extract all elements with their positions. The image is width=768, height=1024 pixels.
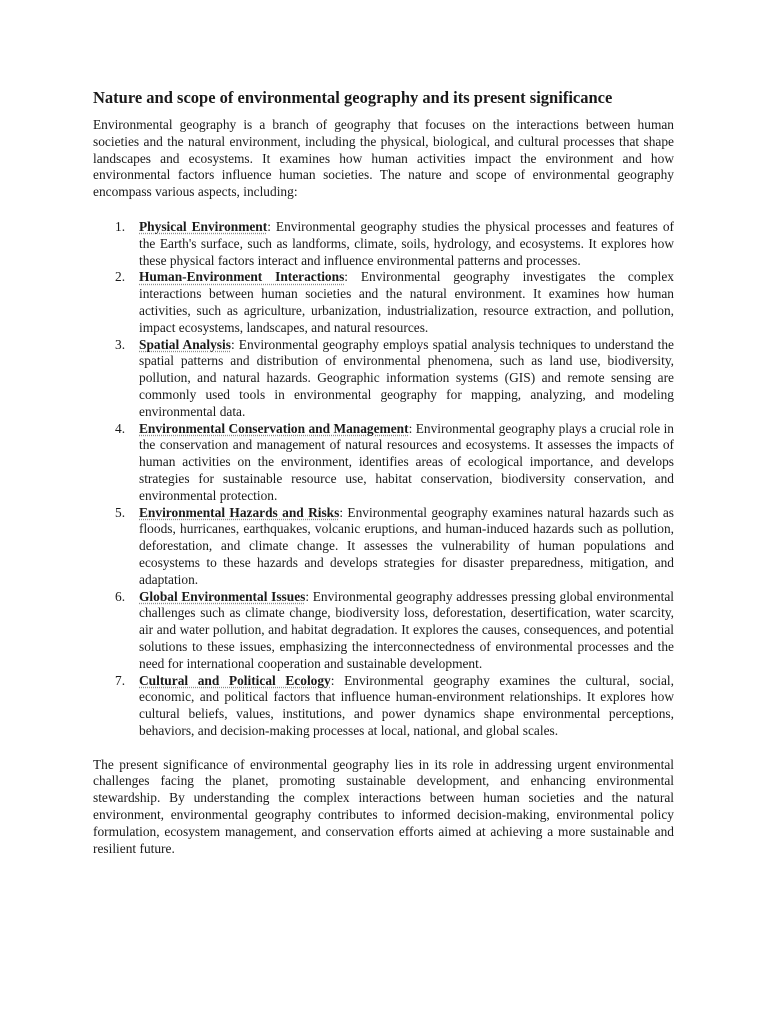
list-item-text: : Environmental geography examines the cultural, social, economic, and political factors that influence human-environment relationships. It explores how cultural beliefs, values, institutions, and power dynamics shape environmental perceptions, behaviors, and decision-making processes at local, national, and global scales. <box>139 672 674 738</box>
document-page <box>93 88 674 857</box>
list-item-text: : Environmental geography plays a crucial role in the conservation and management of natural resources and ecosystems. It assesses the impacts of human activities on the environment, identifies areas of ecological importance, and develops strategies for sustainable resource use, habitat conservation, biodiversity conservation, and environmental protection. <box>139 420 675 503</box>
list-item-number: 6. <box>115 588 126 604</box>
list-item-term: Cultural and Political Ecology <box>139 672 331 688</box>
list-item-term: Spatial Analysis <box>139 336 231 352</box>
list-item-number: 3. <box>115 336 126 352</box>
page-title: Nature and scope of environmental geography and its present significance <box>93 88 613 107</box>
list-item <box>93 505 674 589</box>
list-item-number: 7. <box>115 672 126 688</box>
list-item-number: 2. <box>115 269 126 285</box>
scope-list <box>93 219 674 740</box>
list-item-text: : Environmental geography investigates the complex interactions between human societies and the natural environment. It examines how human activities, such as agriculture, urbanization, industrialization, resource extraction, and pollution, impact ecosystems, landscapes, and natural resources. <box>139 269 674 335</box>
list-item <box>93 589 674 673</box>
list-item <box>93 219 674 269</box>
list-item-text: : Environmental geography addresses pressing global environmental challenges such as climate change, biodiversity loss, deforestation, desertification, water scarcity, air and water pollution, and habitat degradation. It explores the causes, consequences, and potential solutions to these issues, emphasizing the interconnectedness of environmental processes and the need for international cooperation and sustainable development. <box>139 588 674 671</box>
conclusion-paragraph: The present significance of environmental geography lies in its role in addressing urgent environmental challenges facing the planet, promoting sustainable development, and enhancing environmental stewardship. By understanding the complex interactions between human societies and the natural environment, environmental geography contributes to informed decision-making, environmental policy formulation, ecosystem management, and conservation efforts aimed at achieving a more sustainable and resilient future. <box>93 756 674 856</box>
list-item-term: Environmental Hazards and Risks <box>139 504 340 520</box>
list-item-number: 5. <box>115 504 126 520</box>
list-item-term: Global Environmental Issues <box>139 588 306 604</box>
list-item-term: Human-Environment Interactions <box>139 269 345 285</box>
list-item-term: Physical Environment <box>139 218 268 234</box>
list-item-number: 1. <box>115 218 126 234</box>
list-item <box>93 337 674 421</box>
list-item-text: : Environmental geography employs spatial analysis techniques to understand the spatial patterns and distribution of environmental phenomena, such as land use, biodiversity, pollution, and natural hazards. Geographic information systems (GIS) and remote sensing are commonly used tools in environmental geography for mapping, analyzing, and modeling environmental data. <box>139 336 674 419</box>
intro-paragraph: Environmental geography is a branch of geography that focuses on the interactions between human societies and the natural environment, including the physical, biological, and cultural processes that shape landscapes and ecosystems. It examines how human activities impact the environment and how environmental factors influence human societies. The nature and scope of environmental geography encompass various aspects, including: <box>93 117 674 200</box>
list-item <box>93 269 674 336</box>
list-item-text: : Environmental geography studies the physical processes and features of the Earth's surface, such as landforms, climate, soils, hydrology, and ecosystems. It explores how these physical factors interact and influence environmental patterns and processes. <box>139 218 674 268</box>
list-item <box>93 421 674 505</box>
list-item-text: : Environmental geography examines natural hazards such as floods, hurricanes, earthquakes, volcanic eruptions, and human-induced hazards such as pollution, deforestation, and climate change. It assesses the vulnerability of human populations and ecosystems to these hazards and develops strategies for disaster preparedness, mitigation, and adaptation. <box>139 504 674 587</box>
list-item-term: Environmental Conservation and Management <box>139 420 409 436</box>
list-item-number: 4. <box>115 420 126 436</box>
list-item <box>93 673 674 740</box>
